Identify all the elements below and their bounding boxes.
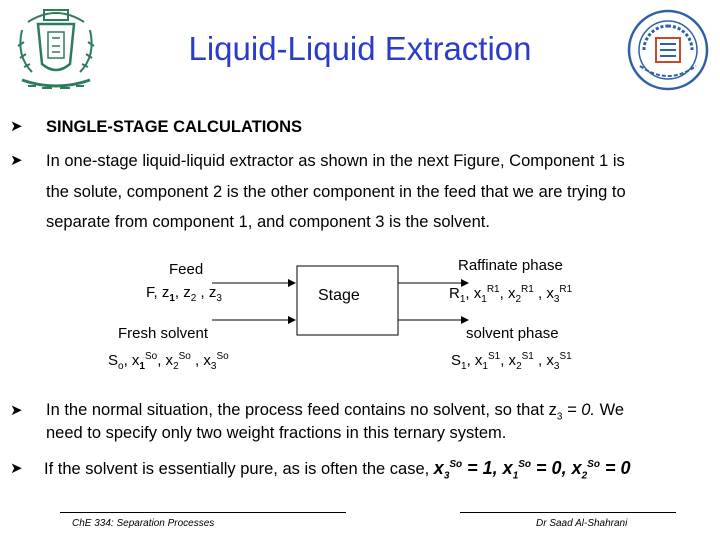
raffinate-label: Raffinate phase — [458, 257, 563, 274]
arrow-bullet-icon: ➤ — [10, 118, 23, 135]
arrow-bullet-icon: ➤ — [10, 152, 23, 169]
fresh-solvent-label: Fresh solvent — [118, 325, 209, 342]
intro-line-1: In one-stage liquid-liquid extractor as shown in the next Figure, Component 1 is — [46, 152, 625, 170]
page-title: Liquid-Liquid Extraction — [188, 30, 532, 67]
footer-course: ChE 334: Separation Processes — [72, 518, 215, 529]
intro-line-3: separate from component 1, and component 3 is the solvent. — [46, 213, 490, 231]
intro-line-2: the solute, component 2 is the other component in the feed that we are trying to — [46, 183, 626, 201]
fresh-solvent-variables: $S_o$, $x_1^{So}$, $x_2^{So}$ , $x_3^{So}$ — [108, 351, 229, 372]
solvent-phase-label: solvent phase — [466, 325, 559, 342]
feed-label: Feed — [169, 261, 204, 278]
raffinate-variables: $R_1$, $x_1^{R1}$, $x_2^{R1}$ , $x_3^{R1}$ — [449, 284, 573, 305]
stage-label: Stage — [318, 287, 360, 304]
arrow-bullet-icon: ➤ — [10, 402, 23, 419]
arrow-bullet-icon: ➤ — [10, 460, 23, 477]
footer-divider-left — [60, 512, 346, 513]
normal-situation-line-1: In the normal situation, the process feed contains no solvent, so that $z_3 = 0$. We — [46, 401, 625, 423]
solvent-phase-variables: $S_1$, $x_1^{S1}$, $x_2^{S1}$ , $x_3^{S1}$ — [451, 351, 572, 372]
footer-divider-right — [460, 512, 676, 513]
section-heading: SINGLE-STAGE CALCULATIONS — [46, 118, 303, 136]
feed-variables: F, $z_1$, $z_2$ , $z_3$ — [146, 284, 222, 304]
normal-situation-line-2: need to specify only two weight fractions in this ternary system. — [46, 424, 507, 442]
footer-author: Dr Saad Al-Shahrani — [536, 518, 628, 529]
pure-solvent-line: If the solvent is essentially pure, as is often the case, $x_3^{So} = 1$, $x_1^{So} = 0$, $x_2^{So} = 0$ — [44, 458, 631, 482]
